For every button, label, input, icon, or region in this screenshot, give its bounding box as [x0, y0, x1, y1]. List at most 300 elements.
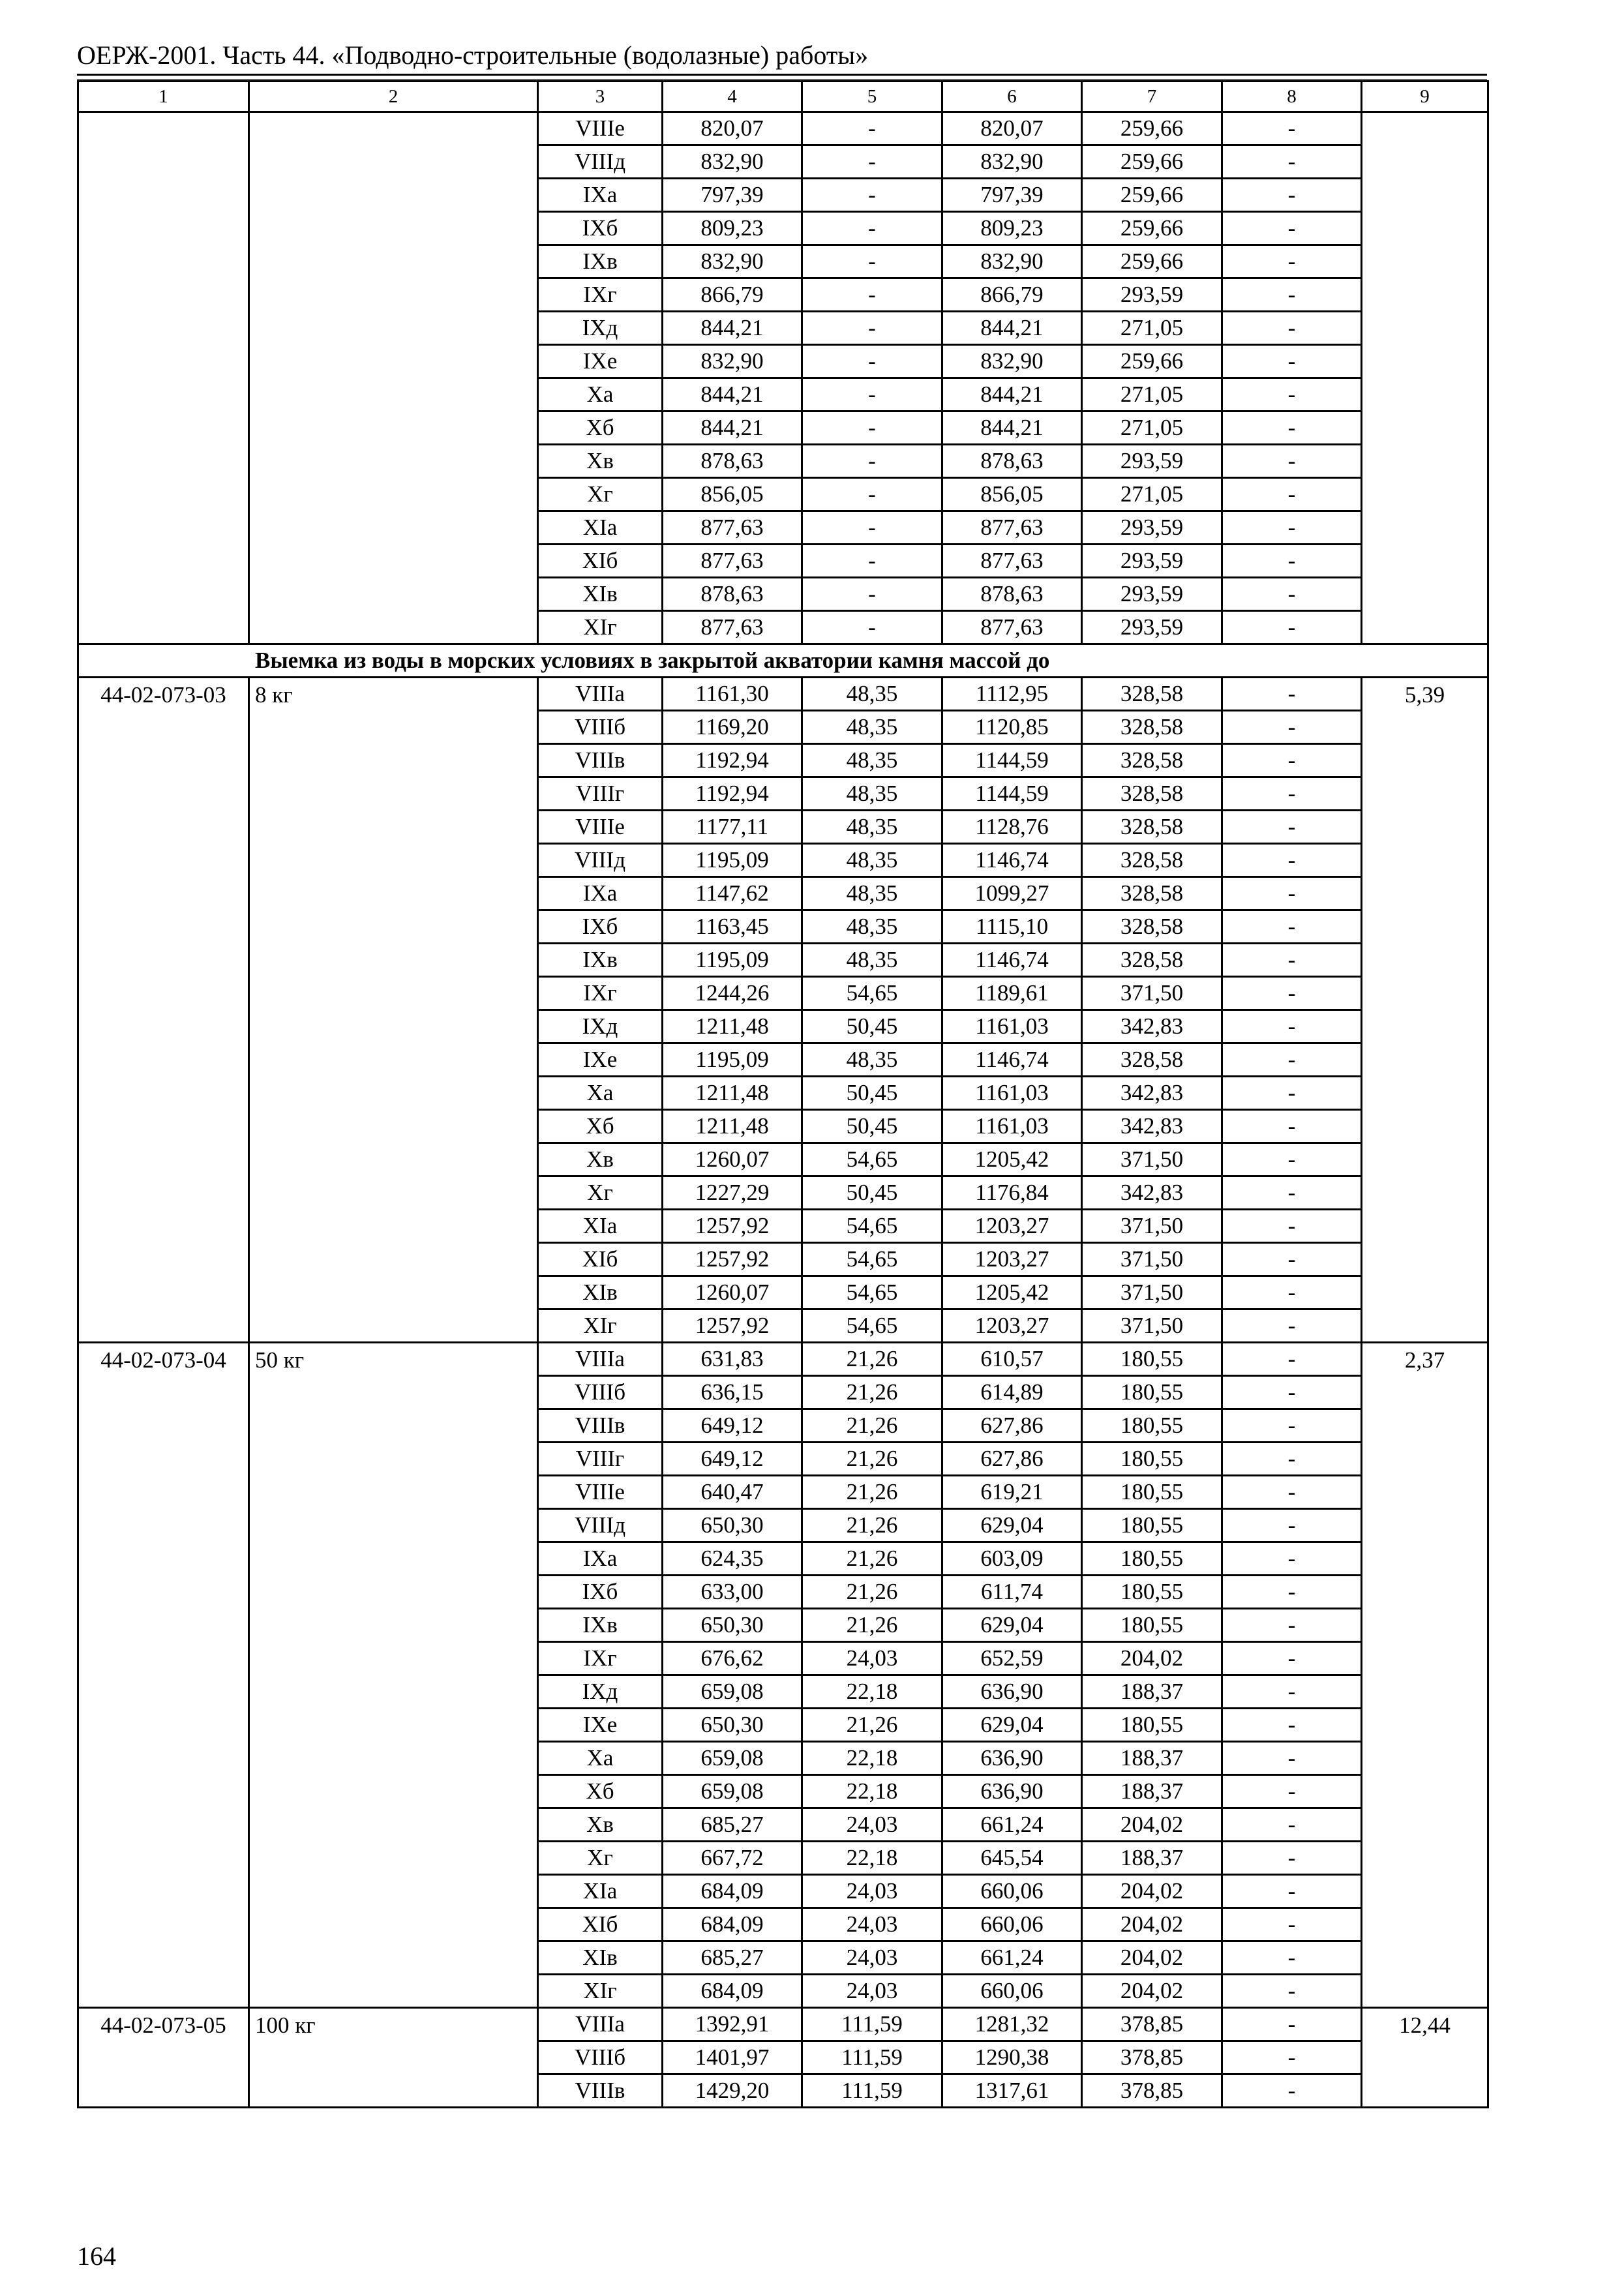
cell-col-7: 328,58	[1082, 744, 1222, 777]
cell-col-3: IXе	[538, 1709, 663, 1742]
cell-col-3: XIа	[538, 1875, 663, 1908]
section-title-row	[78, 644, 1488, 678]
column-number: 9	[1362, 82, 1488, 112]
cell-col-7: 180,55	[1082, 1343, 1222, 1376]
cell-col-7: 328,58	[1082, 811, 1222, 844]
cell-col-3: IXв	[538, 944, 663, 977]
cell-col-6: 832,90	[942, 145, 1082, 179]
column-number: 4	[663, 82, 802, 112]
cell-col-5: 111,59	[802, 2008, 942, 2041]
cell-col-3: VIIIа	[538, 678, 663, 711]
cell-col-3: Xг	[538, 1842, 663, 1875]
cell-col-6: 1144,59	[942, 744, 1082, 777]
cell-col-3: IXг	[538, 977, 663, 1010]
cell-col-4: 1227,29	[663, 1176, 802, 1210]
cell-col-8: -	[1222, 1276, 1362, 1309]
header-rule-thick	[77, 74, 1487, 76]
cell-col-4: 1260,07	[663, 1143, 802, 1176]
cell-col-3: IXд	[538, 312, 663, 345]
cell-col-8: -	[1222, 1143, 1362, 1176]
cell-col-3: VIIIв	[538, 1409, 663, 1443]
cell-col-4: 1257,92	[663, 1243, 802, 1276]
cell-col-5: 48,35	[802, 844, 942, 877]
item-code: 44-02-073-04	[78, 1343, 249, 2008]
cell-col-8: -	[1222, 910, 1362, 944]
cell-col-7: 180,55	[1082, 1576, 1222, 1609]
cell-col-8: -	[1222, 678, 1362, 711]
cell-col-4: 844,21	[663, 312, 802, 345]
cell-col-8: -	[1222, 1542, 1362, 1576]
cell-col-7: 328,58	[1082, 844, 1222, 877]
cell-col-4: 1211,48	[663, 1077, 802, 1110]
cell-col-3: XIв	[538, 578, 663, 611]
cell-col-7: 371,50	[1082, 1143, 1222, 1176]
cell-col-4: 866,79	[663, 278, 802, 312]
cell-col-5: 50,45	[802, 1110, 942, 1143]
cell-col-8: -	[1222, 1077, 1362, 1110]
cell-col-4: 797,39	[663, 179, 802, 212]
cell-col-4: 659,08	[663, 1775, 802, 1808]
cell-col-5: 24,03	[802, 1975, 942, 2008]
cell-col-8: -	[1222, 545, 1362, 578]
cell-col-5: 48,35	[802, 877, 942, 910]
cell-col-3: IXе	[538, 1043, 663, 1077]
cell-col-7: 180,55	[1082, 1376, 1222, 1409]
cell-col-3: Xа	[538, 1742, 663, 1775]
cell-col-7: 342,83	[1082, 1077, 1222, 1110]
cell-col-8: -	[1222, 345, 1362, 378]
cell-col-6: 844,21	[942, 378, 1082, 411]
cell-col-5: 21,26	[802, 1576, 942, 1609]
cell-col-3: VIIIд	[538, 145, 663, 179]
cell-col-5: -	[802, 278, 942, 312]
cell-col-5: 21,26	[802, 1509, 942, 1542]
cell-col-4: 844,21	[663, 378, 802, 411]
cell-col-8: -	[1222, 212, 1362, 245]
cell-col-8: -	[1222, 1875, 1362, 1908]
cell-col-3: XIв	[538, 1276, 663, 1309]
cell-col-8: -	[1222, 2008, 1362, 2041]
cell-col-3: Xб	[538, 411, 663, 445]
cell-col-6: 1120,85	[942, 711, 1082, 744]
cell-col-6: 1115,10	[942, 910, 1082, 944]
cell-col-3: XIг	[538, 1309, 663, 1343]
cell-col-8: -	[1222, 112, 1362, 145]
cell-col-3: IXв	[538, 245, 663, 278]
cell-col-7: 271,05	[1082, 312, 1222, 345]
cell-col-3: Xг	[538, 478, 663, 511]
cell-col-5: 22,18	[802, 1742, 942, 1775]
cell-col-5: -	[802, 245, 942, 278]
cell-col-5: -	[802, 511, 942, 545]
cell-col-5: 24,03	[802, 1642, 942, 1675]
cell-col-6: 627,86	[942, 1409, 1082, 1443]
cell-col-3: VIIIа	[538, 1343, 663, 1376]
cell-col-6: 832,90	[942, 245, 1082, 278]
item-description: 50 кг	[249, 1343, 538, 2008]
cell-col-8: -	[1222, 1808, 1362, 1842]
col9-cell-empty	[1362, 112, 1488, 644]
cell-col-4: 1195,09	[663, 1043, 802, 1077]
cell-col-6: 627,86	[942, 1443, 1082, 1476]
column-number: 8	[1222, 82, 1362, 112]
cell-col-5: -	[802, 445, 942, 478]
cell-col-7: 342,83	[1082, 1110, 1222, 1143]
cell-col-3: XIб	[538, 1908, 663, 1941]
cell-col-6: 636,90	[942, 1742, 1082, 1775]
cell-col-5: 54,65	[802, 977, 942, 1010]
cell-col-6: 820,07	[942, 112, 1082, 145]
cell-col-4: 856,05	[663, 478, 802, 511]
cell-col-5: -	[802, 145, 942, 179]
cell-col-8: -	[1222, 1443, 1362, 1476]
cell-col-3: IXд	[538, 1675, 663, 1709]
cell-col-3: IXд	[538, 1010, 663, 1043]
cell-col-7: 204,02	[1082, 1908, 1222, 1941]
cell-col-8: -	[1222, 1043, 1362, 1077]
cell-col-4: 650,30	[663, 1709, 802, 1742]
cell-col-6: 797,39	[942, 179, 1082, 212]
cell-col-4: 1195,09	[663, 944, 802, 977]
cell-col-7: 293,59	[1082, 511, 1222, 545]
cell-col-8: -	[1222, 1642, 1362, 1675]
cell-col-8: -	[1222, 445, 1362, 478]
cell-col-6: 1146,74	[942, 844, 1082, 877]
cell-col-6: 614,89	[942, 1376, 1082, 1409]
cell-col-8: -	[1222, 378, 1362, 411]
cell-col-4: 1177,11	[663, 811, 802, 844]
cell-col-8: -	[1222, 711, 1362, 744]
cell-col-8: -	[1222, 1609, 1362, 1642]
cell-col-4: 877,63	[663, 611, 802, 644]
cell-col-3: XIг	[538, 1975, 663, 2008]
cell-col-7: 342,83	[1082, 1010, 1222, 1043]
cell-col-6: 660,06	[942, 1875, 1082, 1908]
cell-col-3: IXг	[538, 1642, 663, 1675]
cell-col-5: 21,26	[802, 1609, 942, 1642]
cell-col-6: 844,21	[942, 312, 1082, 345]
cell-col-3: VIIIе	[538, 811, 663, 844]
cell-col-3: IXе	[538, 345, 663, 378]
cell-col-5: 48,35	[802, 711, 942, 744]
cell-col-5: 111,59	[802, 2041, 942, 2074]
cell-col-6: 660,06	[942, 1975, 1082, 2008]
cell-col-7: 188,37	[1082, 1842, 1222, 1875]
cell-col-4: 832,90	[663, 345, 802, 378]
cell-col-7: 293,59	[1082, 578, 1222, 611]
cell-col-5: -	[802, 611, 942, 644]
table-row	[78, 678, 1488, 711]
cell-col-8: -	[1222, 1576, 1362, 1609]
cell-col-5: 22,18	[802, 1775, 942, 1808]
cell-col-6: 1281,32	[942, 2008, 1082, 2041]
cell-col-8: -	[1222, 1775, 1362, 1808]
cell-col-3: IXв	[538, 1609, 663, 1642]
cell-col-8: -	[1222, 1742, 1362, 1775]
cell-col-5: 21,26	[802, 1409, 942, 1443]
cell-col-5: -	[802, 478, 942, 511]
cell-col-4: 684,09	[663, 1975, 802, 2008]
cell-col-7: 188,37	[1082, 1675, 1222, 1709]
cell-col-4: 1257,92	[663, 1309, 802, 1343]
cell-col-3: VIIIг	[538, 1443, 663, 1476]
cell-col-6: 1112,95	[942, 678, 1082, 711]
cell-col-7: 204,02	[1082, 1941, 1222, 1975]
cell-col-7: 371,50	[1082, 1243, 1222, 1276]
cell-col-5: 48,35	[802, 678, 942, 711]
cell-col-8: -	[1222, 611, 1362, 644]
column-number: 2	[249, 82, 538, 112]
cell-col-7: 188,37	[1082, 1742, 1222, 1775]
cell-col-6: 636,90	[942, 1775, 1082, 1808]
cell-col-4: 684,09	[663, 1875, 802, 1908]
cell-col-3: Xв	[538, 1143, 663, 1176]
cell-col-7: 328,58	[1082, 910, 1222, 944]
cell-col-8: -	[1222, 944, 1362, 977]
cell-col-8: -	[1222, 1343, 1362, 1376]
item-col9: 12,44	[1362, 2008, 1488, 2108]
cell-col-7: 180,55	[1082, 1709, 1222, 1742]
cell-col-4: 832,90	[663, 245, 802, 278]
cell-col-4: 1392,91	[663, 2008, 802, 2041]
cell-col-5: 22,18	[802, 1842, 942, 1875]
cell-col-6: 1146,74	[942, 944, 1082, 977]
cell-col-8: -	[1222, 1409, 1362, 1443]
cell-col-7: 271,05	[1082, 378, 1222, 411]
cell-col-7: 378,85	[1082, 2074, 1222, 2108]
cell-col-4: 640,47	[663, 1476, 802, 1509]
cell-col-3: VIIIг	[538, 777, 663, 811]
cell-col-4: 685,27	[663, 1941, 802, 1975]
cell-col-5: 24,03	[802, 1908, 942, 1941]
cell-col-4: 809,23	[663, 212, 802, 245]
cell-col-5: -	[802, 545, 942, 578]
cell-col-4: 1260,07	[663, 1276, 802, 1309]
cell-col-7: 293,59	[1082, 545, 1222, 578]
cell-col-3: VIIIе	[538, 1476, 663, 1509]
cell-col-3: Xв	[538, 445, 663, 478]
column-number: 7	[1082, 82, 1222, 112]
cell-col-5: 48,35	[802, 944, 942, 977]
cell-col-5: 21,26	[802, 1476, 942, 1509]
cell-col-5: 21,26	[802, 1443, 942, 1476]
cell-col-4: 878,63	[663, 445, 802, 478]
cell-col-3: Xв	[538, 1808, 663, 1842]
item-col9: 2,37	[1362, 1343, 1488, 2008]
cell-col-8: -	[1222, 1376, 1362, 1409]
cell-col-8: -	[1222, 2041, 1362, 2074]
cell-col-4: 844,21	[663, 411, 802, 445]
cell-col-3: Xа	[538, 378, 663, 411]
cell-col-7: 378,85	[1082, 2008, 1222, 2041]
cell-col-3: Xб	[538, 1110, 663, 1143]
cell-col-7: 328,58	[1082, 877, 1222, 910]
cell-col-7: 328,58	[1082, 1043, 1222, 1077]
cell-col-8: -	[1222, 278, 1362, 312]
cell-col-3: XIб	[538, 545, 663, 578]
table-row	[78, 1343, 1488, 1376]
cell-col-6: 1099,27	[942, 877, 1082, 910]
cell-col-4: 650,30	[663, 1509, 802, 1542]
cell-col-7: 271,05	[1082, 411, 1222, 445]
cell-col-8: -	[1222, 1509, 1362, 1542]
cell-col-5: -	[802, 179, 942, 212]
cell-col-3: IXб	[538, 910, 663, 944]
cell-col-5: 50,45	[802, 1176, 942, 1210]
cell-col-4: 676,62	[663, 1642, 802, 1675]
cell-col-4: 633,00	[663, 1576, 802, 1609]
cell-col-5: -	[802, 578, 942, 611]
cell-col-3: XIв	[538, 1941, 663, 1975]
cell-col-4: 1211,48	[663, 1110, 802, 1143]
cell-col-6: 1203,27	[942, 1210, 1082, 1243]
cell-col-4: 650,30	[663, 1609, 802, 1642]
cell-col-6: 652,59	[942, 1642, 1082, 1675]
cell-col-3: Xб	[538, 1775, 663, 1808]
cell-col-3: VIIIб	[538, 1376, 663, 1409]
cell-col-6: 1317,61	[942, 2074, 1082, 2108]
cell-col-3: VIIIе	[538, 112, 663, 145]
cell-col-8: -	[1222, 578, 1362, 611]
cell-col-5: 48,35	[802, 811, 942, 844]
cell-col-6: 1205,42	[942, 1143, 1082, 1176]
cell-col-4: 1244,26	[663, 977, 802, 1010]
table-row	[78, 2008, 1488, 2041]
cell-col-4: 1192,94	[663, 744, 802, 777]
cell-col-8: -	[1222, 1675, 1362, 1709]
cell-col-7: 271,05	[1082, 478, 1222, 511]
cell-col-8: -	[1222, 744, 1362, 777]
cell-col-4: 1163,45	[663, 910, 802, 944]
cell-col-7: 342,83	[1082, 1176, 1222, 1210]
cell-col-5: 21,26	[802, 1343, 942, 1376]
cell-col-4: 684,09	[663, 1908, 802, 1941]
cell-col-5: 54,65	[802, 1143, 942, 1176]
cell-col-8: -	[1222, 1243, 1362, 1276]
cell-col-6: 1203,27	[942, 1309, 1082, 1343]
cell-col-8: -	[1222, 777, 1362, 811]
cell-col-4: 1161,30	[663, 678, 802, 711]
cell-col-7: 259,66	[1082, 145, 1222, 179]
cell-col-6: 1203,27	[942, 1243, 1082, 1276]
cell-col-4: 1211,48	[663, 1010, 802, 1043]
cell-col-5: -	[802, 378, 942, 411]
cell-col-6: 878,63	[942, 445, 1082, 478]
cell-col-5: -	[802, 112, 942, 145]
column-number: 1	[78, 82, 249, 112]
cell-col-6: 866,79	[942, 278, 1082, 312]
cell-col-8: -	[1222, 977, 1362, 1010]
cell-col-4: 1195,09	[663, 844, 802, 877]
cell-col-7: 293,59	[1082, 611, 1222, 644]
cell-col-4: 649,12	[663, 1443, 802, 1476]
cell-col-5: 54,65	[802, 1276, 942, 1309]
cell-col-5: 48,35	[802, 777, 942, 811]
column-number: 5	[802, 82, 942, 112]
cell-col-7: 371,50	[1082, 977, 1222, 1010]
cell-col-8: -	[1222, 145, 1362, 179]
cell-col-4: 1147,62	[663, 877, 802, 910]
cell-col-3: Xа	[538, 1077, 663, 1110]
cell-col-6: 661,24	[942, 1808, 1082, 1842]
cell-col-7: 180,55	[1082, 1609, 1222, 1642]
page-number: 164	[77, 2241, 116, 2271]
cell-col-6: 1205,42	[942, 1276, 1082, 1309]
price-table	[77, 80, 1489, 2108]
cell-col-7: 180,55	[1082, 1476, 1222, 1509]
cell-col-7: 180,55	[1082, 1443, 1222, 1476]
cell-col-3: IXа	[538, 877, 663, 910]
cell-col-3: IXг	[538, 278, 663, 312]
cell-col-5: 21,26	[802, 1709, 942, 1742]
cell-col-7: 259,66	[1082, 345, 1222, 378]
cell-col-7: 371,50	[1082, 1309, 1222, 1343]
cell-col-3: XIа	[538, 511, 663, 545]
cell-col-8: -	[1222, 1210, 1362, 1243]
cell-col-8: -	[1222, 1309, 1362, 1343]
cell-col-3: IXб	[538, 1576, 663, 1609]
cell-col-6: 1290,38	[942, 2041, 1082, 2074]
cell-col-3: IXа	[538, 179, 663, 212]
cell-col-5: -	[802, 411, 942, 445]
cell-col-4: 832,90	[663, 145, 802, 179]
page-header-title: ОЕРЖ-2001. Часть 44. «Подводно-строительные (водолазные) работы»	[77, 40, 869, 70]
cell-col-6: 629,04	[942, 1709, 1082, 1742]
cell-col-6: 877,63	[942, 511, 1082, 545]
cell-col-5: 48,35	[802, 744, 942, 777]
cell-col-4: 1192,94	[663, 777, 802, 811]
cell-col-8: -	[1222, 1975, 1362, 2008]
cell-col-6: 1146,74	[942, 1043, 1082, 1077]
cell-col-8: -	[1222, 1110, 1362, 1143]
cell-col-6: 1144,59	[942, 777, 1082, 811]
cell-col-6: 611,74	[942, 1576, 1082, 1609]
cell-col-7: 259,66	[1082, 179, 1222, 212]
cell-col-6: 1161,03	[942, 1110, 1082, 1143]
header-rule-thin	[77, 79, 1487, 80]
cell-col-5: 50,45	[802, 1077, 942, 1110]
item-description: 8 кг	[249, 678, 538, 1343]
cell-col-6: 629,04	[942, 1509, 1082, 1542]
cell-col-6: 1176,84	[942, 1176, 1082, 1210]
cell-col-7: 180,55	[1082, 1542, 1222, 1576]
cell-col-4: 649,12	[663, 1409, 802, 1443]
cell-col-6: 603,09	[942, 1542, 1082, 1576]
cell-col-4: 1169,20	[663, 711, 802, 744]
cell-col-7: 293,59	[1082, 445, 1222, 478]
cell-col-6: 636,90	[942, 1675, 1082, 1709]
cell-col-4: 1429,20	[663, 2074, 802, 2108]
cell-col-5: 54,65	[802, 1309, 942, 1343]
cell-col-5: 24,03	[802, 1941, 942, 1975]
cell-col-4: 659,08	[663, 1675, 802, 1709]
cell-col-5: -	[802, 212, 942, 245]
cell-col-5: 50,45	[802, 1010, 942, 1043]
cell-col-7: 204,02	[1082, 1808, 1222, 1842]
cell-col-3: VIIIд	[538, 1509, 663, 1542]
cell-col-8: -	[1222, 179, 1362, 212]
cell-col-3: Xг	[538, 1176, 663, 1210]
cell-col-5: 21,26	[802, 1542, 942, 1576]
cell-col-8: -	[1222, 411, 1362, 445]
cell-col-3: VIIIб	[538, 2041, 663, 2074]
cell-col-3: XIб	[538, 1243, 663, 1276]
cell-col-5: 24,03	[802, 1808, 942, 1842]
cell-col-8: -	[1222, 1842, 1362, 1875]
cell-col-5: 21,26	[802, 1376, 942, 1409]
cell-col-6: 1161,03	[942, 1010, 1082, 1043]
cell-col-6: 629,04	[942, 1609, 1082, 1642]
